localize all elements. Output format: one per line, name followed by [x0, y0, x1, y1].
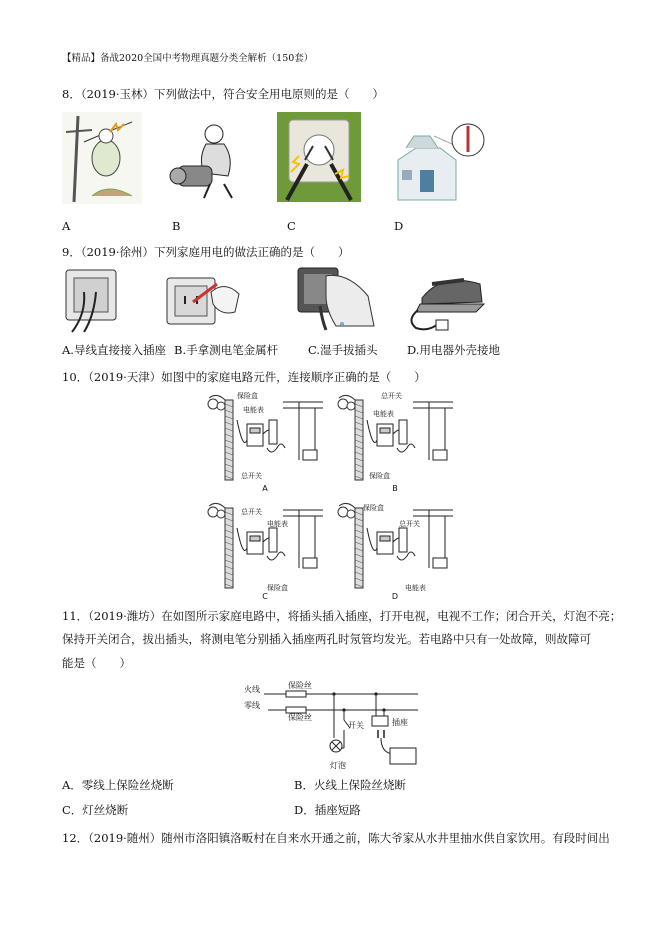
q9-image-d: [402, 268, 488, 332]
q8-image-c: [277, 112, 361, 202]
q8-image-d: [394, 112, 486, 204]
q10-panel-d: [338, 503, 453, 600]
q10-panel-label: 总开关: [241, 508, 262, 516]
q10-panel-letter: D: [391, 592, 399, 600]
q10-panel-label: 总开关: [399, 520, 420, 528]
fuse-1: [286, 691, 306, 697]
q9-option-d: D.用电器外壳接地: [407, 343, 500, 357]
q11-stem-line-3: 能是（ ）: [62, 656, 131, 670]
live-wire-label: 火线: [244, 685, 260, 694]
q9-option-a: A.导线直接接入插座: [62, 343, 166, 357]
q10-panel-a: [208, 391, 323, 493]
bulb-label: 灯泡: [330, 761, 346, 770]
q11-option-c: C．灯丝烧断: [62, 803, 129, 817]
q8-label-c: C: [287, 219, 296, 233]
q10-panel-label: 总开关: [241, 472, 262, 480]
q10-panel-letter: A: [262, 484, 268, 493]
q9-image-b: [165, 270, 241, 328]
fuse-2: [286, 707, 306, 713]
question-8-stem: 8．（2019·玉林）下列做法中，符合安全用电原则的是（ ）: [62, 87, 384, 101]
fuse-label-2: 保险丝: [288, 713, 312, 722]
q11-option-d: D．插座短路: [294, 803, 361, 817]
q8-image-b: [168, 118, 240, 200]
q10-panel-label: 保险盒: [237, 392, 258, 400]
fuse-label-1: 保险丝: [288, 681, 312, 690]
q10-panel-letter: B: [392, 484, 398, 493]
q11-circuit-diagram: [244, 680, 420, 772]
q11-stem-line-1: 11．（2019·潍坊）在如图所示家庭电路中，将插头插入插座，打开电视，电视不工作；闭合开关，灯泡不亮；: [62, 609, 622, 623]
q10-panel-label: 电能表: [373, 410, 394, 418]
q10-panel-label: 电能表: [267, 520, 288, 528]
q10-panel-b: [338, 391, 453, 493]
q10-panel-c: [208, 503, 323, 600]
neutral-wire-label: 零线: [244, 701, 260, 710]
q10-panel-label: 保险盒: [267, 584, 288, 592]
q10-panel-label: 电能表: [405, 584, 426, 592]
page-header: 【精品】备战2020全国中考物理真题分类全解析（150套）: [62, 53, 314, 64]
q10-panel-label: 保险盒: [369, 472, 390, 480]
question-12-stem: 12．（2019·随州）随州市洛阳镇洛畈村在自来水开通之前，陈大爷家从水井里抽水供自家饮用。有段时间出: [62, 831, 610, 845]
q8-image-a: [62, 112, 142, 204]
q10-circuit-figure: [203, 390, 463, 600]
q9-image-c: [296, 266, 376, 332]
q8-label-a: A: [62, 219, 71, 233]
q10-panel-label: 电能表: [243, 406, 264, 414]
q11-stem-line-2: 保持开关闭合，拔出插头，将测电笔分别插入插座两孔时氖管均发光。若电路中只有一处故障，则故障可: [62, 632, 591, 646]
socket-label: 插座: [392, 718, 408, 727]
q9-option-b: B.手拿测电笔金属杆: [174, 343, 279, 357]
question-10-stem: 10．（2019·天津）如图中的家庭电路元件，连接顺序正确的是（ ）: [62, 370, 426, 384]
tv-icon: [390, 748, 416, 764]
q10-panel-label: 保险盒: [363, 504, 384, 512]
q10-panel-letter: C: [262, 592, 268, 600]
q9-option-c: C.湿手拔插头: [308, 343, 378, 357]
q11-option-b: B．火线上保险丝烧断: [294, 778, 406, 792]
q8-label-d: D: [394, 219, 404, 233]
q11-option-a: A．零线上保险丝烧断: [62, 778, 174, 792]
q10-panel-label: 总开关: [381, 392, 402, 400]
q9-image-a: [62, 266, 120, 334]
socket-icon: [372, 716, 388, 726]
question-9-stem: 9．（2019·徐州）下列家庭用电的做法正确的是（ ）: [62, 245, 350, 259]
q8-label-b: B: [172, 219, 181, 233]
switch-label: 开关: [348, 721, 364, 730]
